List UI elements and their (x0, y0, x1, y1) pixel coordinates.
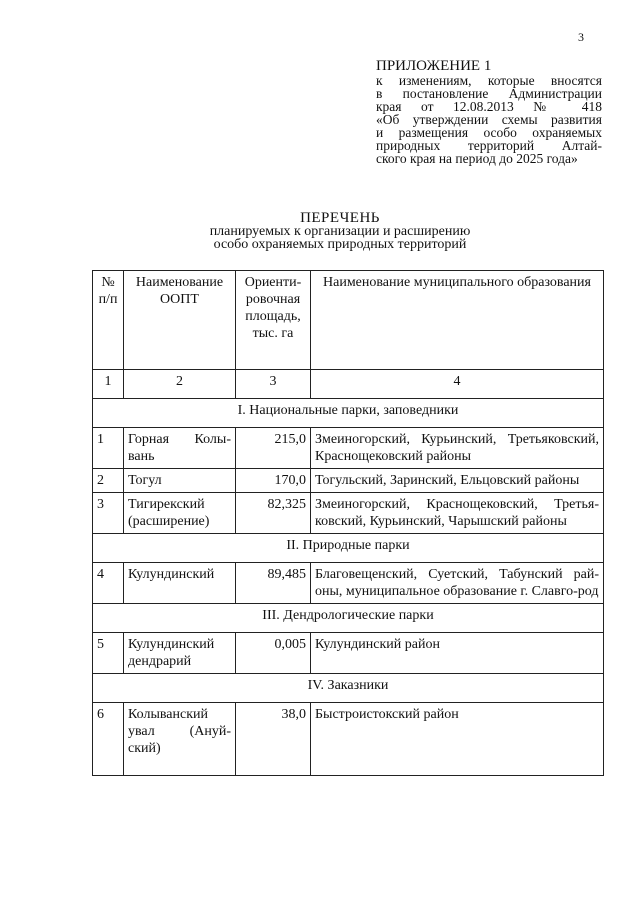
row-area: 38,0 (236, 703, 311, 776)
section-row (93, 674, 604, 703)
section-title: II. Природные парки (93, 534, 604, 563)
section-title: I. Национальные парки, заповедники (93, 399, 604, 428)
row-name: Кулундинский (124, 563, 236, 604)
section-title: IV. Заказники (93, 674, 604, 703)
table-row (93, 493, 604, 534)
appendix-line: «Об утверждении схемы развития (376, 112, 602, 127)
column-number: 1 (93, 370, 124, 399)
appendix-line: природных территорий Алтай- (376, 138, 602, 153)
row-municipality: Кулундинский район (311, 633, 604, 674)
row-name: Колыванский увал (Ануй-ский) (124, 703, 236, 776)
row-num: 3 (93, 493, 124, 534)
table-row (93, 563, 604, 604)
appendix-line: в постановление Администрации (376, 86, 602, 101)
appendix-line: и размещения особо охраняемых (376, 125, 602, 140)
row-area: 82,325 (236, 493, 311, 534)
row-num: 1 (93, 428, 124, 469)
protected-areas-table (92, 270, 604, 776)
appendix-block (376, 58, 602, 165)
header-name: Наименование ООПТ (124, 271, 236, 370)
column-number: 2 (124, 370, 236, 399)
row-area: 89,485 (236, 563, 311, 604)
column-number: 3 (236, 370, 311, 399)
row-name: Горная Колы-вань (124, 428, 236, 469)
section-row (93, 399, 604, 428)
appendix-title: ПРИЛОЖЕНИЕ 1 (376, 58, 492, 74)
row-municipality: Змеиногорский, Краснощековский, Третья-ковский, Курьинский, Чарышский районы (311, 493, 604, 534)
table-row (93, 428, 604, 469)
row-area: 0,005 (236, 633, 311, 674)
row-area: 170,0 (236, 469, 311, 493)
row-name: Тогул (124, 469, 236, 493)
header-area: Ориенти-ровочная площадь, тыс. га (236, 271, 311, 370)
page-number: 3 (578, 30, 584, 44)
header-municipality: Наименование муниципального образования (311, 271, 604, 370)
appendix-line: ского края на период до 2025 года» (376, 151, 578, 166)
row-area: 215,0 (236, 428, 311, 469)
header-num: № п/п (93, 271, 124, 370)
row-name: Кулундинский дендрарий (124, 633, 236, 674)
row-municipality: Благовещенский, Суетский, Табунский рай-оны, муниципальное образование г. Славго-род (311, 563, 604, 604)
table-row (93, 703, 604, 776)
row-municipality: Быстроистокский район (311, 703, 604, 776)
column-number: 4 (311, 370, 604, 399)
appendix-line: края от 12.08.2013 № 418 (376, 99, 602, 114)
section-row (93, 604, 604, 633)
column-numbers-row (93, 370, 604, 399)
row-municipality: Змеиногорский, Курьинский, Третьяковский, Краснощековский районы (311, 428, 604, 469)
heading-line: планируемых к организации и расширению (209, 224, 471, 239)
table-header-row (93, 271, 604, 370)
row-num: 5 (93, 633, 124, 674)
row-name: Тигирекский (расширение) (124, 493, 236, 534)
heading-title: ПЕРЕЧЕНЬ (300, 210, 380, 226)
table-row (93, 469, 604, 493)
document-heading (180, 212, 500, 251)
section-row (93, 534, 604, 563)
row-municipality: Тогульский, Заринский, Ельцовский районы (311, 469, 604, 493)
row-num: 2 (93, 469, 124, 493)
heading-line: особо охраняемых природных территорий (213, 237, 467, 252)
section-title: III. Дендрологические парки (93, 604, 604, 633)
row-num: 4 (93, 563, 124, 604)
row-num: 6 (93, 703, 124, 776)
appendix-line: к изменениям, которые вносятся (376, 73, 602, 88)
table-row (93, 633, 604, 674)
